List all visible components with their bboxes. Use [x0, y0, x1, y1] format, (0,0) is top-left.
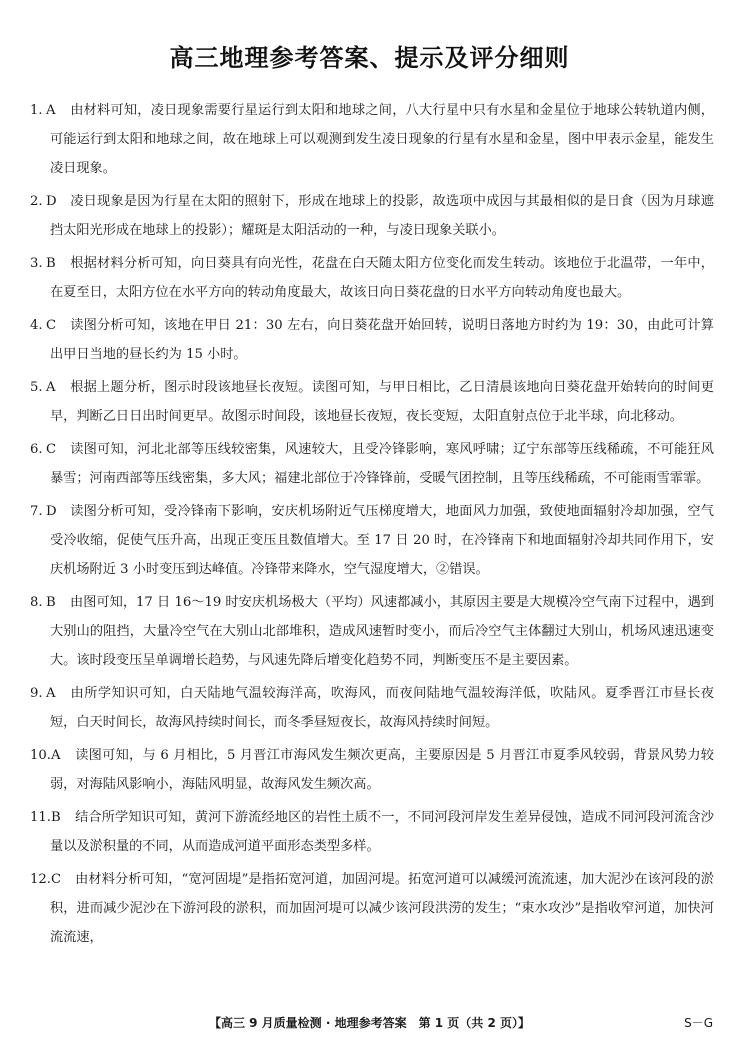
item-explanation: 读图可知，与 6 月相比，5 月晋江市海风发生频次更高，主要原因是 5 月晋江市夏季风较弱，背景风势力较弱，对海陆风影响小，海陆风明显，故海风发生频次高。: [50, 748, 714, 792]
item-number: 10.: [30, 748, 51, 763]
answer-item-1: [30, 96, 714, 183]
item-explanation: 结合所学知识可知，黄河下游流经地区的岩性土质不一，不同河段河岸发生差异侵蚀，造成不同河段河流含沙量以及淤积量的不同，从而造成河道平面形态类型多样。: [50, 810, 714, 854]
item-answer: A: [46, 686, 56, 701]
answer-item-4: [30, 311, 714, 369]
item-number: 3.: [30, 256, 43, 271]
item-answer: B: [46, 595, 56, 610]
item-number: 12.: [30, 872, 51, 887]
item-number: 9.: [30, 686, 43, 701]
item-explanation: 根据材料分析可知，向日葵具有向光性，花盘在白天随太阳方位变化而发生转动。该地位于北温带，一年中，在夏至日，太阳方位在水平方向的转动角度最大，故该日向日葵花盘的日水平方向转动角度也最大。: [50, 256, 714, 300]
answer-item-7: [30, 497, 714, 584]
item-number: 4.: [30, 318, 43, 333]
answer-item-5: [30, 373, 714, 431]
answer-item-12: [30, 865, 714, 952]
answer-list: [30, 96, 714, 956]
answer-item-8: [30, 588, 714, 675]
footer-page-info: 【高三 9 月质量检测 · 地理参考答案 第 1 页（共 2 页）】: [208, 1016, 531, 1030]
item-explanation: 读图可知，河北北部等压线较密集，风速较大，且受冷锋影响，寒风呼啸；辽宁东部等压线稀疏，不可能狂风暴雪；河南西部等压线密集，多大风；福建北部位于冷锋锋前，受暖气团控制，且等压线稀疏，不可能雨雪霏霏。: [50, 442, 714, 486]
item-explanation: 由材料可知，凌日现象需要行星运行到太阳和地球之间，八大行星中只有水星和金星位于地球公转轨道内侧，可能运行到太阳和地球之间，故在地球上可以观测到发生凌日现象的行星有水星和金星，图中甲表示金星，能发生凌日现象。: [50, 103, 714, 176]
item-answer: B: [50, 810, 61, 825]
item-explanation: 根据上题分析，图示时段该地昼长夜短。读图可知，与甲日相比，乙日清晨该地向日葵花盘开始转向的时间更早，判断乙日日出时间更早。故图示时间段，该地昼长夜短，夜长变短，太阳直射点位于北半球，向北移动。: [50, 380, 714, 424]
item-answer: C: [46, 442, 57, 457]
item-answer: A: [46, 103, 56, 118]
item-number: 8.: [30, 595, 43, 610]
item-number: 6.: [30, 442, 43, 457]
item-explanation: 读图分析可知，受冷锋南下影响，安庆机场附近气压梯度增大，地面风力加强，致使地面辐射冷却加强，空气受冷收缩，促使气压升高，出现正变压且数值增大。至 17 日 20 时，在冷锋南下和地面辐射冷却共同作用下，安庆机场附近 3 小时变压到达峰值。冷锋带来降水，空气湿度增大，②错误。: [50, 504, 714, 577]
item-explanation: 凌日现象是因为行星在太阳的照射下，形成在地球上的投影，故选项中成因与其最相似的是日食（因为月球遮挡太阳光形成在地球上的投影）；耀斑是太阳活动的一种，与凌日现象关联小。: [50, 194, 714, 238]
item-number: 11.: [30, 810, 51, 825]
item-answer: A: [50, 748, 61, 763]
item-answer: D: [46, 194, 57, 209]
item-answer: C: [46, 318, 57, 333]
item-answer: D: [46, 504, 57, 519]
item-explanation: 由材料分析可知，“宽河固堤”是指拓宽河道，加固河堤。拓宽河道可以减缓河流流速，加大泥沙在该河段的淤积，进而减少泥沙在下游河段的淤积，而加固河堤可以减少该河段洪涝的发生；“束水攻沙”是指收窄河道，加快河流流速，: [50, 872, 714, 945]
answer-item-10: [30, 741, 714, 799]
item-answer: B: [46, 256, 56, 271]
answer-item-11: [30, 803, 714, 861]
item-number: 5.: [30, 380, 43, 395]
page-footer: [0, 1014, 739, 1032]
footer-code: S－G: [684, 1016, 713, 1030]
item-number: 2.: [30, 194, 43, 209]
item-explanation: 由图可知，17 日 16～19 时安庆机场极大（平均）风速都减小，其原因主要是大规模冷空气南下过程中，遇到大别山的阻挡，大量冷空气在大别山北部堆积，造成风速暂时变小，而后冷空气主体翻过大别山，机场风速迅速变大。该时段变压呈单调增长趋势，与风速先降后增变化趋势不同，判断变压不是主要因素。: [50, 595, 714, 668]
answer-item-2: [30, 187, 714, 245]
item-answer: C: [50, 872, 62, 887]
answer-item-6: [30, 435, 714, 493]
item-explanation: 读图分析可知，该地在甲日 21：30 左右，向日葵花盘开始回转，说明日落地方时约为 19：30，由此可计算出甲日当地的昼长约为 15 小时。: [50, 318, 714, 362]
item-number: 1.: [30, 103, 43, 118]
answer-item-9: [30, 679, 714, 737]
answer-item-3: [30, 249, 714, 307]
item-number: 7.: [30, 504, 43, 519]
item-explanation: 由所学知识可知，白天陆地气温较海洋高，吹海风，而夜间陆地气温较海洋低，吹陆风。夏季晋江市昼长夜短，白天时间长，故海风持续时间长，而冬季昼短夜长，故海风持续时间短。: [50, 686, 714, 730]
item-answer: A: [46, 380, 56, 395]
page-title: 高三地理参考答案、提示及评分细则: [169, 44, 570, 72]
